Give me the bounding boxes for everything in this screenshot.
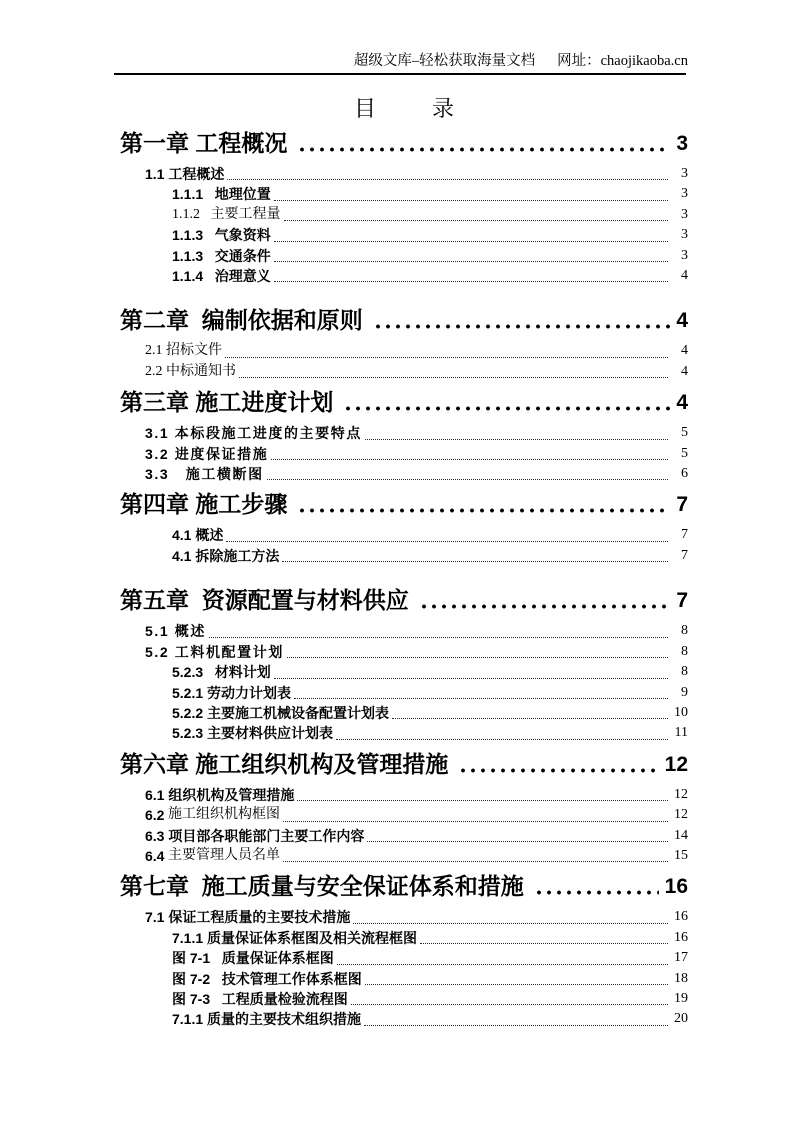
chapter-page-number: 12: [664, 752, 688, 776]
dot-leader: [225, 357, 668, 358]
dot-leader: [341, 387, 670, 418]
toc-entry: [120, 464, 688, 484]
toc-entry: [120, 362, 688, 382]
chapter-page-number: 16: [664, 875, 688, 899]
toc-entry-label: 1.1.3 气象资料: [172, 227, 271, 244]
toc-chapter-heading: [120, 871, 688, 902]
dot-leader: [209, 637, 668, 638]
toc-entry: [120, 846, 688, 866]
chapter-title: 第二章 编制依据和原则: [120, 307, 363, 334]
toc-entry-page-number: 4: [681, 343, 688, 359]
toc-entry-label: 7.1.1 质量的主要技术组织措施: [172, 1011, 362, 1028]
header-divider-line: [114, 73, 686, 75]
toc-entry-page-number: 3: [681, 166, 688, 181]
toc-entry-page-number: 18: [674, 970, 688, 986]
page-header: [354, 49, 688, 70]
dot-leader: [420, 943, 668, 944]
toc-entry: [120, 225, 688, 245]
toc-entry: [120, 928, 688, 948]
toc-entry-label: 1.1.1 地理位置: [172, 186, 271, 203]
dot-leader: [274, 261, 668, 262]
toc-entry-page-number: 3: [681, 186, 688, 202]
dot-leader: [283, 861, 668, 862]
toc-entry-label: 1.1.2 主要工程量: [172, 206, 281, 222]
toc-entry-page-number: 6: [681, 466, 688, 482]
header-site: [557, 53, 688, 69]
toc-entry-page-number: 8: [681, 643, 688, 659]
dot-leader: [267, 479, 668, 480]
dot-leader: [364, 1025, 668, 1026]
toc-entry: [120, 723, 688, 743]
toc-entry-label: 7.1 保证工程质量的主要技术措施: [145, 909, 351, 926]
dot-leader: [274, 281, 668, 282]
toc-entry: [120, 989, 688, 1009]
table-of-contents: [120, 128, 688, 1030]
dot-leader: [353, 923, 668, 924]
toc-chapter-heading: [120, 585, 688, 616]
toc-entry: [120, 907, 688, 927]
dot-leader: [226, 541, 668, 542]
header-site-url: chaojikaoba.cn: [600, 53, 688, 69]
toc-entry: [120, 662, 688, 682]
toc-entry: [120, 525, 688, 545]
toc-content: [120, 90, 688, 1030]
toc-title-char-right: 录: [432, 96, 455, 121]
dot-leader: [271, 459, 668, 460]
toc-entry-label: 3.3 施工横断图: [145, 466, 264, 483]
chapter-page-number: 7: [676, 493, 688, 517]
toc-entry-page-number: 5: [681, 445, 688, 461]
toc-entry: [120, 948, 688, 968]
toc-entry-label: 2.2 中标通知书: [145, 363, 236, 379]
toc-entry-label: 1.1.3 交通条件: [172, 247, 271, 264]
toc-entry-label: 5.1 概述: [145, 623, 206, 640]
dot-leader: [295, 128, 670, 159]
toc-entry: [120, 683, 688, 703]
toc-chapter-heading: [120, 305, 688, 336]
toc-entry-page-number: 7: [681, 527, 688, 543]
toc-entry: [120, 785, 688, 805]
toc-entry-label: 3.1 本标段施工进度的主要特点: [145, 425, 362, 442]
chapter-title: 第五章 资源配置与材料供应: [120, 587, 409, 614]
dot-leader: [456, 749, 658, 780]
toc-entry-page-number: 4: [681, 363, 688, 379]
chapter-page-number: 4: [676, 309, 688, 333]
toc-entry-label: 1.1 工程概述: [145, 166, 225, 182]
chapter-page-number: 4: [676, 391, 688, 415]
toc-entry: [120, 164, 688, 184]
toc-entry-label: 2.1 招标文件: [145, 343, 222, 359]
dot-leader: [295, 489, 670, 520]
toc-entry-label: 4.1 拆除施工方法: [172, 547, 280, 564]
chapter-page-number: 7: [676, 589, 688, 613]
toc-entry-page-number: 9: [681, 684, 688, 700]
dot-leader: [417, 585, 671, 616]
dot-leader: [367, 841, 668, 842]
chapter-page-number: 3: [676, 132, 688, 155]
toc-entry: [120, 423, 688, 443]
toc-entry-label: 5.2.2 主要施工机械设备配置计划表: [172, 704, 390, 721]
toc-entry: [120, 621, 688, 641]
toc-entry-page-number: 17: [674, 950, 688, 966]
toc-entry-page-number: 12: [674, 786, 688, 802]
toc-chapter-heading: [120, 128, 688, 159]
toc-entry-page-number: 8: [681, 623, 688, 639]
toc-entry-number: 6.4: [145, 847, 165, 864]
toc-entry: [120, 205, 688, 225]
toc-entry: [120, 444, 688, 464]
toc-chapter-heading: [120, 387, 688, 418]
dot-leader: [274, 200, 668, 201]
toc-entry-label: 图 7-2 技术管理工作体系框图: [172, 970, 362, 987]
toc-entry-page-number: 12: [674, 807, 688, 823]
toc-entry-page-number: 20: [674, 1011, 688, 1027]
toc-entry: [120, 642, 688, 662]
dot-leader: [227, 179, 668, 180]
chapter-title: 第七章 施工质量与安全保证体系和措施: [120, 873, 524, 900]
dot-leader: [287, 657, 668, 658]
chapter-title: 第三章 施工进度计划: [120, 389, 334, 416]
toc-entry-page-number: 7: [681, 547, 688, 563]
toc-entry-page-number: 11: [674, 725, 688, 741]
toc-entry-page-number: 15: [674, 847, 688, 863]
dot-leader: [351, 1004, 668, 1005]
toc-entry-label: 5.2.3 主要材料供应计划表: [172, 725, 334, 742]
toc-entry-page-number: 4: [681, 268, 688, 284]
dot-leader: [239, 377, 668, 378]
dot-leader: [274, 241, 668, 242]
toc-entry-page-number: 19: [674, 990, 688, 1006]
toc-entry: [120, 703, 688, 723]
toc-entry-label: 图 7-1 质量保证体系框图: [172, 950, 334, 967]
toc-entry-page-number: 10: [674, 704, 688, 720]
toc-entry-page-number: 3: [681, 206, 688, 222]
toc-chapter-heading: [120, 749, 688, 780]
dot-leader: [283, 821, 668, 822]
header-promo-text: 超级文库–轻松获取海量文档: [353, 53, 536, 69]
toc-entry: [120, 969, 688, 989]
dot-leader: [532, 871, 659, 902]
toc-entry-label: 5.2.1 劳动力计划表: [172, 684, 292, 701]
toc-entry-page-number: 8: [681, 664, 688, 680]
toc-entry: [120, 826, 688, 846]
dot-leader: [365, 984, 668, 985]
toc-entry-label: 1.1.4 治理意义: [172, 268, 271, 285]
toc-entry-label: 图 7-3 工程质量检验流程图: [172, 990, 348, 1007]
toc-entry-page-number: 5: [681, 425, 688, 441]
toc-entry: [120, 266, 688, 286]
dot-leader: [337, 964, 668, 965]
toc-entry-page-number: 14: [674, 827, 688, 843]
chapter-title: 第一章 工程概况: [120, 130, 288, 156]
dot-leader: [294, 698, 668, 699]
toc-entry-label: 6.1 组织机构及管理措施: [145, 786, 295, 803]
dot-leader: [284, 220, 669, 221]
toc-title: [120, 92, 688, 123]
toc-entry-page-number: 3: [681, 247, 688, 263]
toc-entry-page-number: 3: [681, 227, 688, 243]
toc-entry: [120, 546, 688, 566]
toc-entry-label: 4.1 概述: [172, 527, 224, 544]
toc-chapter-heading: [120, 489, 688, 520]
toc-entry-label: 主要管理人员名单: [164, 847, 280, 863]
chapter-title: 第六章 施工组织机构及管理措施: [120, 750, 449, 777]
toc-entry-page-number: 16: [674, 909, 688, 925]
toc-entry: [120, 341, 688, 361]
dot-leader: [392, 718, 668, 719]
dot-leader: [297, 800, 668, 801]
toc-entry-label: 施工组织机构框图: [164, 807, 280, 823]
toc-entry-label: 5.2.3 材料计划: [172, 664, 271, 681]
toc-entry-page-number: 16: [674, 929, 688, 945]
toc-entry-label: 3.2 进度保证措施: [145, 445, 269, 462]
header-site-label: 网址：: [557, 53, 601, 69]
toc-entry: [120, 805, 688, 825]
dot-leader: [336, 739, 668, 740]
toc-entry: [120, 184, 688, 204]
toc-entry-label: 7.1.1 质量保证体系框图及相关流程框图: [172, 929, 418, 946]
dot-leader: [282, 561, 668, 562]
toc-entry-label: 5.2 工料机配置计划: [145, 643, 284, 660]
toc-entry-label: 6.3 项目部各职能部门主要工作内容: [145, 827, 365, 844]
dot-leader: [365, 439, 668, 440]
toc-entry: [120, 246, 688, 266]
toc-entry-number: 6.2: [145, 807, 165, 824]
toc-entry: [120, 1009, 688, 1029]
chapter-title: 第四章 施工步骤: [120, 491, 288, 518]
dot-leader: [274, 678, 668, 679]
dot-leader: [371, 305, 671, 336]
toc-title-char-left: 目: [353, 96, 376, 121]
